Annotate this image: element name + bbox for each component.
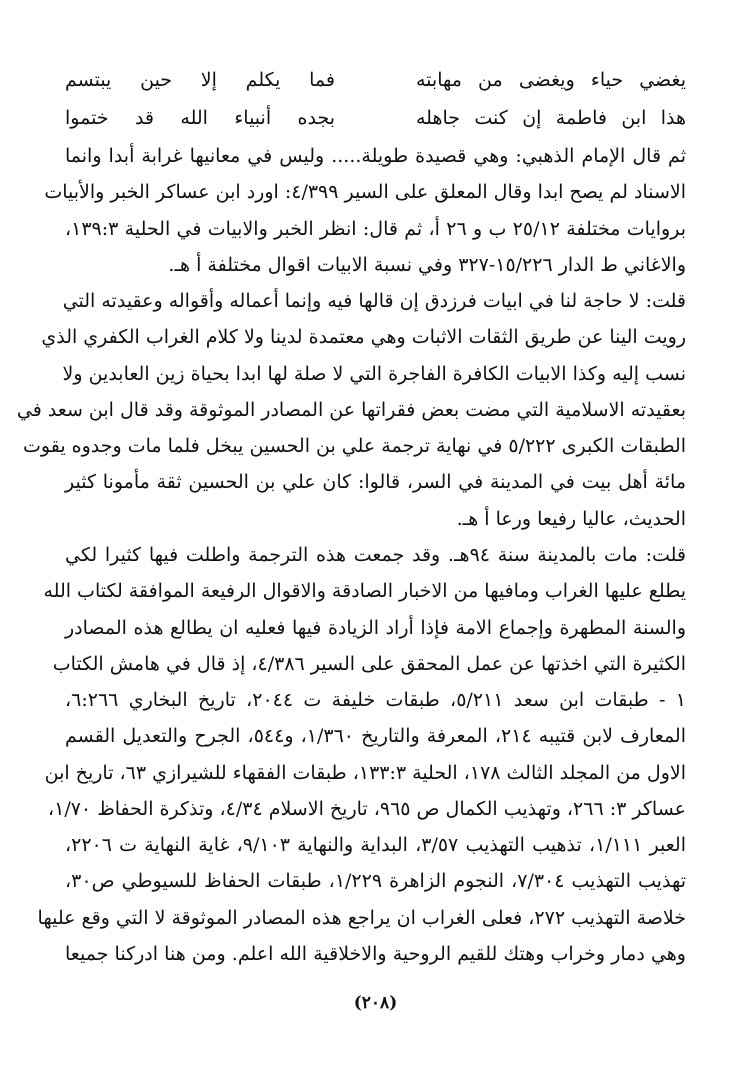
footnote-line: تهذيب التهذيب ٧/٣٠٤، النجوم الزاهرة ١/٢٢٩، طبقات الحفاظ للسيوطي ص٣٠، [65, 870, 686, 892]
footnote-line: ١ - طبقات ابن سعد ٥/٢١١، طبقات خليفة ت ٢٠٤٤، تاريخ البخاري ٦:٢٦٦، [65, 689, 687, 711]
text-line: والاغاني ط الدار ١٥/٢٢٦-٣٢٧ وفي نسبة الابيات اقوال مختلفة أ هـ. [168, 254, 686, 276]
text-line: ثم قال الإمام الذهبي: وهي قصيدة طويلة..... وليس في معانيها غرابة أبدا وانما [65, 145, 686, 167]
text-line: بعقيدته الاسلامية التي مضت بعض فقراتها عن المصادر الموثوقة وقد قال ابن سعد في [16, 399, 686, 421]
text-line: الكثيرة التي اخذتها عن عمل المحقق على السير ٤/٣٨٦، إذ قال في هامش الكتاب [52, 653, 686, 675]
footnote-line: الاول من المجلد الثالث ١٧٨، الحلية ١٣٣:٣، طبقات الفقهاء للشيرازي ٦٣، تاريخ ابن [44, 762, 686, 784]
poem-hemistich-first: هذا ابن فاطمة إن كنت جاهله [416, 107, 686, 129]
footnote-line: المعارف لابن قتيبه ٢١٤، المعرفة والتاريخ ١/٣٦٠، و٥٤٤، الجرح والتعديل القسم [65, 725, 687, 747]
footnote-line: عساكر ٣: ٢٦٦، وتهذيب الكمال ص ٩٦٥، تاريخ الاسلام ٤/٣٤، وتذكرة الحفاظ ١/٧٠، [47, 798, 686, 820]
text-line: بروايات مختلفة ٢٥/١٢ ب و ٢٦ أ، ثم قال: انظر الخبر والابيات في الحلية ١٣٩:٣، [65, 218, 686, 240]
text-line: والسنة المطهرة وإجماع الامة فإذا أراد الزيادة فيها فعليه ان يطالع هذه المصادر [65, 617, 686, 639]
text-line: الحديث، عاليا رفيعا ورعا أ هـ. [456, 508, 686, 530]
text-line: نسب إليه وكذا الابيات الكافرة الفاجرة التي لا صلة لها ابدا بحياة زين العابدين ولا [62, 363, 686, 385]
poem-verse-2 [65, 99, 686, 137]
footnote-line: العبر ١/١١١، تذهيب التهذيب ٣/٥٧، البداية والنهاية ٩/١٠٣، غاية النهاية ت ٢٢٠٦، [65, 834, 686, 856]
poem-hemistich-second: فما يكلم إلا حين يبتسم [65, 69, 335, 91]
text-line: قلت: مات بالمدينة سنة ٩٤هـ. وقد جمعت هذه الترجمة واطلت فيها كثيرا لكي [65, 544, 686, 566]
poem-hemistich-second: بجده أنبياء الله قد ختموا [65, 107, 335, 129]
text-line: الطبقات الكبرى ٥/٢٢٢ في نهاية ترجمة علي بن الحسين يبخل فلما مات وجدوه يقوت [23, 435, 686, 457]
poem-hemistich-first: يغضي حياء ويغضى من مهابته [416, 69, 686, 91]
text-line: الاسناد لم يصح ابدا وقال المعلق على السير ٤/٣٩٩: اورد ابن عساكر الخبر والأبيات [44, 181, 686, 203]
text-line: قلت: لا حاجة لنا في ابيات فرزدق إن قالها فيه وإنما أعماله وأقواله وعقيدته التي [62, 290, 686, 312]
poem-verse-1 [65, 61, 686, 99]
text-line: رويت الينا عن طريق الثقات الاثبات وهي معتمدة لدينا ولا كلام الغراب الكفري الذي [41, 326, 686, 348]
text-line: يطلع عليها الغراب ومافيها من الاخبار الصادقة والاقوال الرفيعة الموافقة لكتاب الله [43, 580, 686, 602]
page-number: (٢٠٨) [353, 993, 398, 1013]
text-line: وهي دمار وخراب وهتك للقيم الروحية والاخلاقية الله اعلم. ومن هنا ادركنا جميعا [65, 943, 686, 965]
text-line: مائة أهل بيت في المدينة في السر، قالوا: كان علي بن الحسين ثقة مأمونا كثير [65, 471, 686, 493]
text-line: خلاصة التهذيب ٢٧٢، فعلى الغراب ان يراجع هذه المصادر الموثوقة لا التي وقع عليها [37, 907, 686, 929]
